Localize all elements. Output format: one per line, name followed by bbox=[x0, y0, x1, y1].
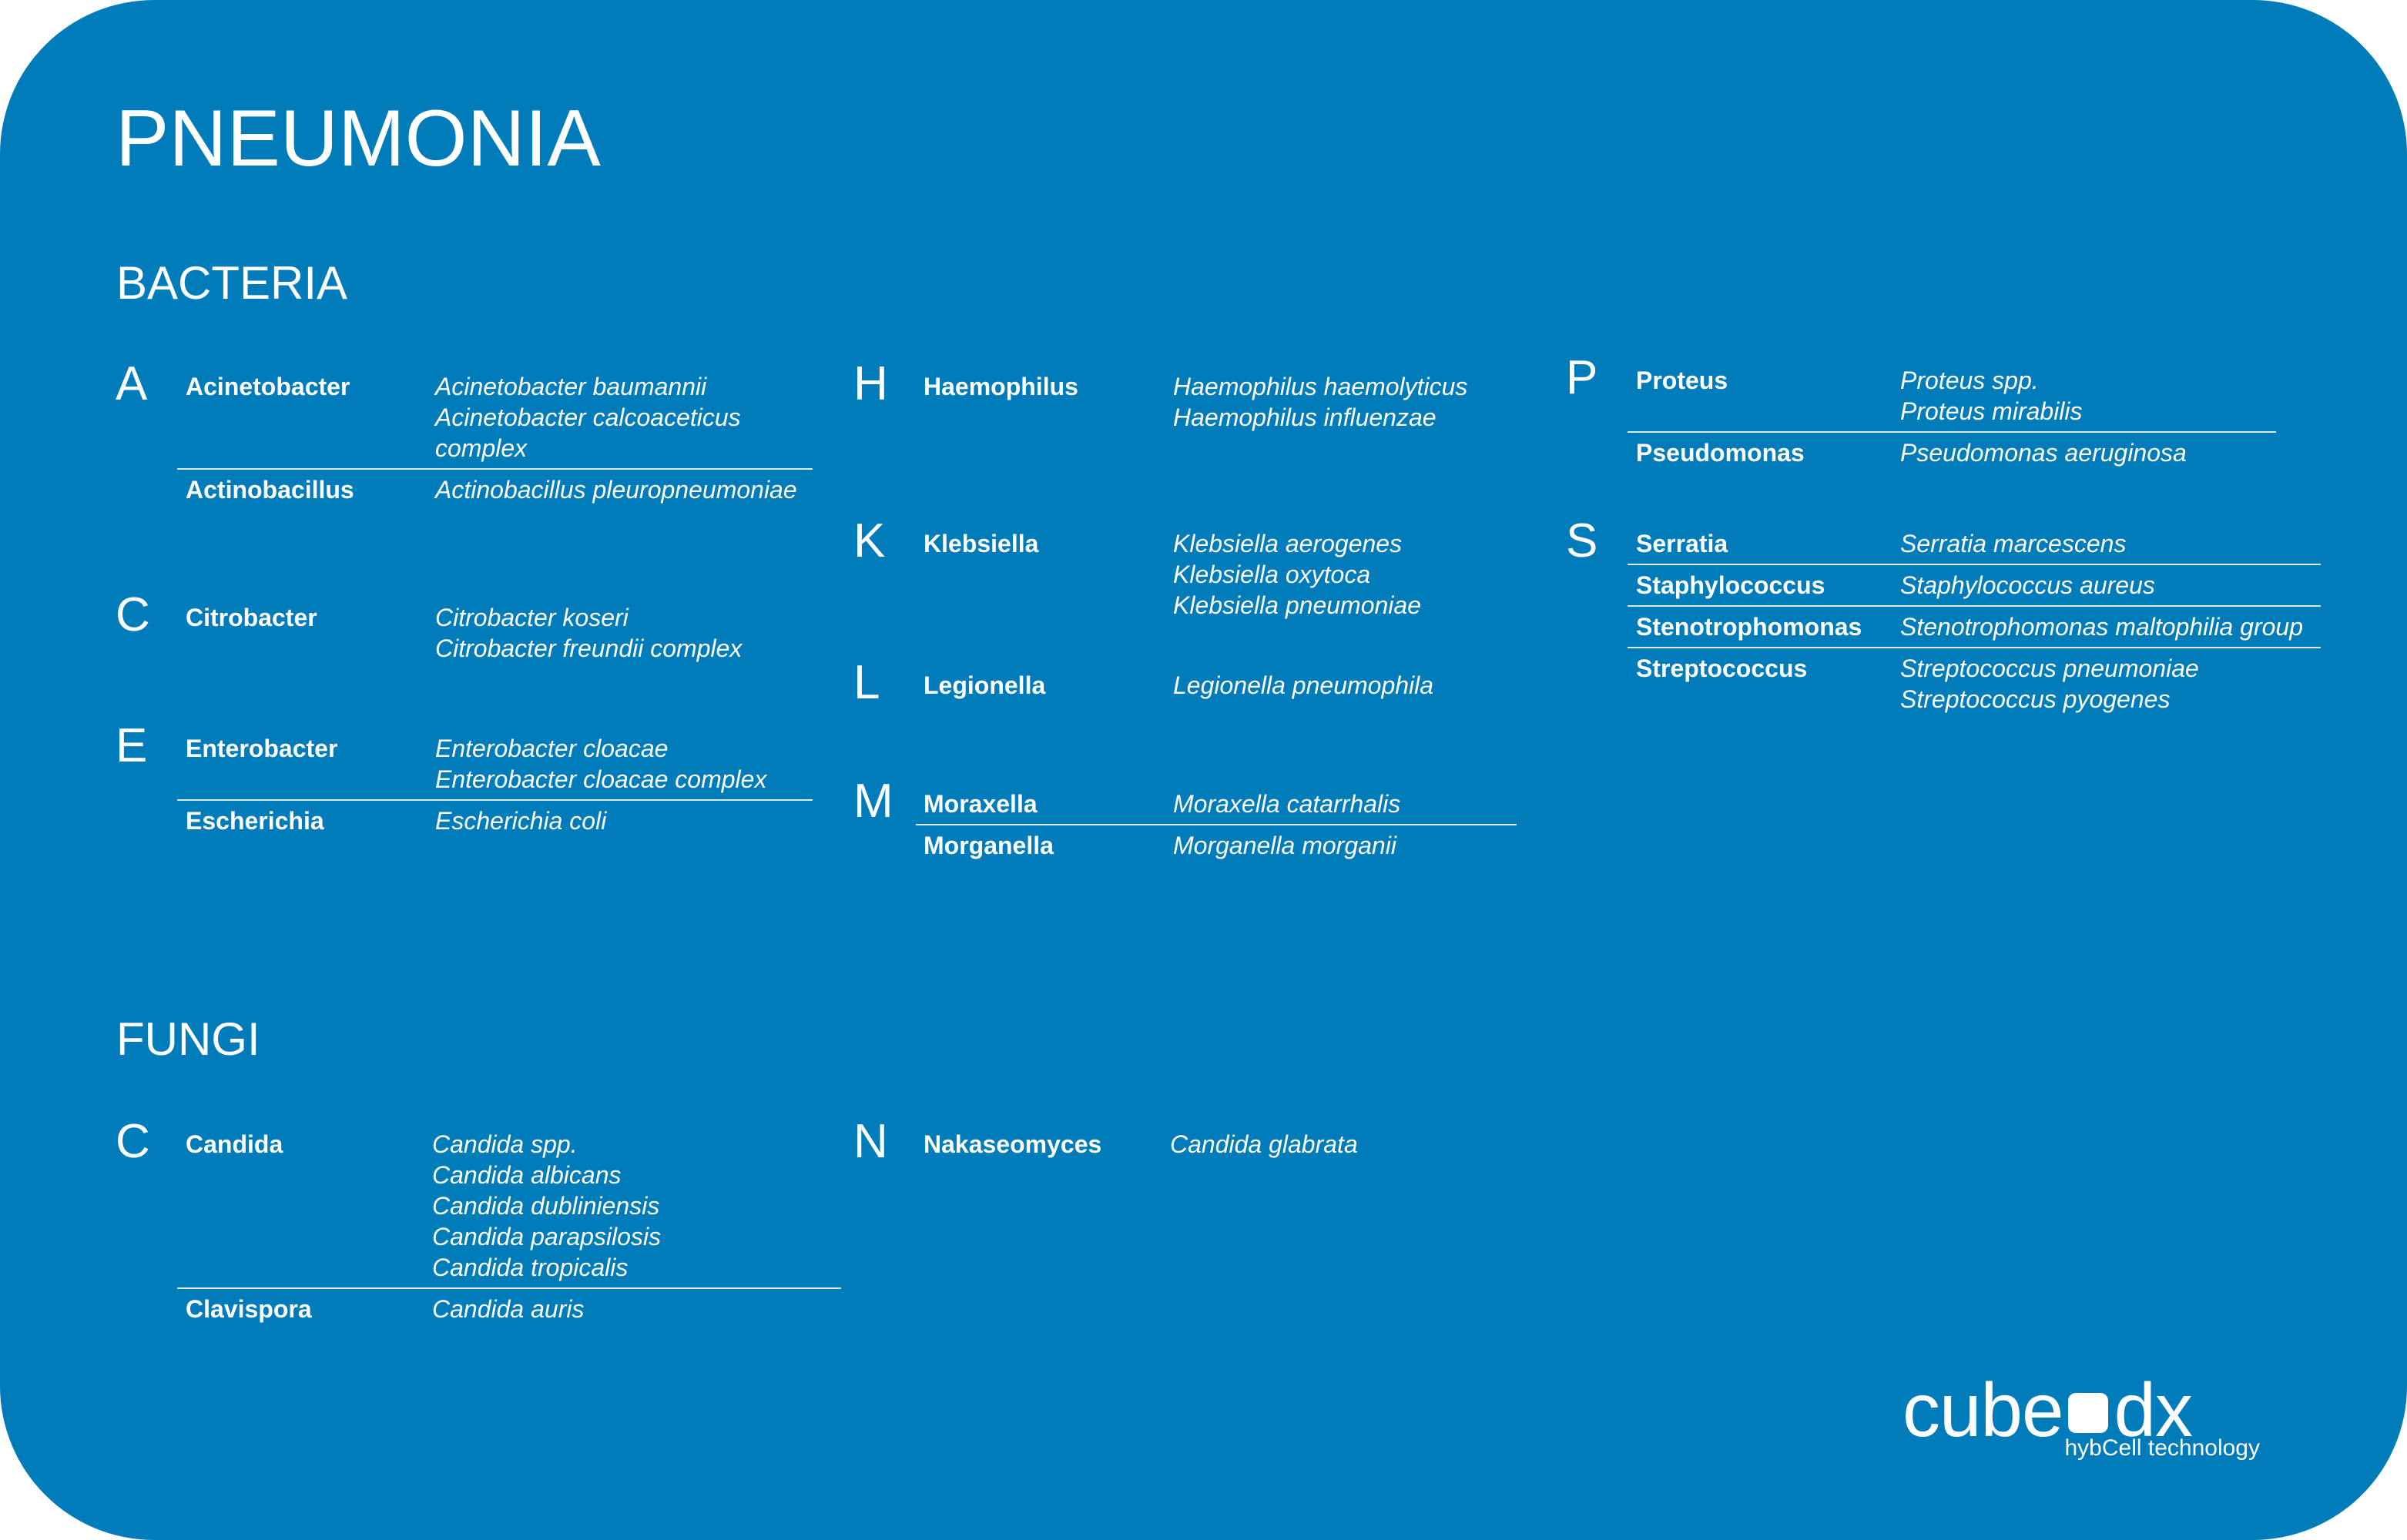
row-divider bbox=[916, 824, 1517, 825]
species-list bbox=[435, 602, 742, 664]
genus-name: Proteus bbox=[1636, 367, 1728, 394]
species-list bbox=[1900, 365, 2083, 427]
species-list bbox=[435, 474, 797, 505]
index-letter-bacteria-a: A bbox=[116, 357, 148, 410]
row-divider bbox=[177, 799, 813, 801]
species-name: Citrobacter freundii complex bbox=[435, 634, 743, 662]
section-heading-fungi: FUNGI bbox=[116, 1013, 260, 1065]
genus-name: Staphylococcus bbox=[1636, 571, 1825, 599]
species-name: Acinetobacter baumannii bbox=[435, 373, 707, 400]
row-divider bbox=[1628, 431, 2276, 433]
index-letter-bacteria-e: E bbox=[116, 719, 148, 772]
species-name: Candida glabrata bbox=[1170, 1130, 1358, 1158]
genus-name: Pseudomonas bbox=[1636, 439, 1805, 467]
species-name: Candida spp. bbox=[432, 1130, 578, 1158]
species-name: Candida auris bbox=[432, 1295, 585, 1323]
species-name: Pseudomonas aeruginosa bbox=[1900, 439, 2187, 467]
genus-name: Streptococcus bbox=[1636, 654, 1808, 682]
row-divider bbox=[1628, 564, 2321, 565]
index-letter-bacteria-c: C bbox=[116, 588, 150, 641]
species-list bbox=[1173, 830, 1396, 861]
genus-name: Acinetobacter bbox=[186, 373, 350, 400]
species-name: Candida albicans bbox=[432, 1161, 622, 1189]
index-letter-bacteria-k: K bbox=[853, 514, 886, 567]
cubedx-logo bbox=[1902, 1368, 2260, 1465]
species-name: Haemophilus haemolyticus bbox=[1173, 373, 1468, 400]
species-name: Klebsiella aerogenes bbox=[1173, 530, 1403, 557]
index-letter-bacteria-s: S bbox=[1566, 514, 1598, 567]
index-letter-bacteria-p: P bbox=[1566, 351, 1598, 404]
genus-name: Nakaseomyces bbox=[924, 1130, 1102, 1158]
genus-name: Morganella bbox=[924, 832, 1054, 859]
species-name: Enterobacter cloacae bbox=[435, 735, 669, 762]
species-name: Proteus mirabilis bbox=[1900, 397, 2083, 425]
index-letter-bacteria-h: H bbox=[853, 357, 888, 410]
row-divider bbox=[177, 468, 813, 470]
logo-tagline: hybCell technology bbox=[2064, 1435, 2260, 1461]
row-divider bbox=[177, 1287, 841, 1289]
species-name: Escherichia coli bbox=[435, 807, 607, 835]
species-list bbox=[1173, 788, 1400, 819]
species-name: Enterobacter cloacae complex bbox=[435, 765, 767, 793]
species-list bbox=[432, 1294, 584, 1324]
species-name: Staphylococcus aureus bbox=[1900, 571, 2155, 599]
species-name: Moraxella catarrhalis bbox=[1173, 790, 1401, 818]
logo-square-icon bbox=[2068, 1393, 2108, 1433]
species-list bbox=[1900, 528, 2126, 559]
species-name: Candida dubliniensis bbox=[432, 1192, 660, 1220]
index-letter-bacteria-m: M bbox=[853, 775, 893, 828]
index-letter-bacteria-l: L bbox=[853, 656, 880, 709]
page-title: PNEUMONIA bbox=[116, 94, 601, 183]
species-list bbox=[1900, 437, 2187, 468]
genus-name: Stenotrophomonas bbox=[1636, 613, 1862, 641]
species-name: Legionella pneumophila bbox=[1173, 671, 1434, 699]
species-name: Stenotrophomonas maltophilia group bbox=[1900, 613, 2303, 641]
species-list bbox=[1900, 570, 2155, 601]
species-name: Acinetobacter calcoaceticus bbox=[435, 403, 741, 431]
species-name: Streptococcus pyogenes bbox=[1900, 685, 2171, 713]
genus-name: Klebsiella bbox=[924, 530, 1039, 557]
section-heading-bacteria: BACTERIA bbox=[116, 257, 348, 309]
genus-name: Candida bbox=[186, 1130, 283, 1158]
species-name: Candida tropicalis bbox=[432, 1254, 629, 1281]
genus-name: Legionella bbox=[924, 671, 1046, 699]
species-list bbox=[1173, 670, 1433, 701]
logo-word-left: cube bbox=[1902, 1368, 2063, 1452]
genus-name: Citrobacter bbox=[186, 604, 317, 631]
species-name: Haemophilus influenzae bbox=[1173, 403, 1436, 431]
index-letter-fungi-n: N bbox=[853, 1115, 888, 1168]
species-list bbox=[435, 371, 741, 464]
species-list bbox=[1900, 653, 2199, 715]
genus-name: Clavispora bbox=[186, 1295, 312, 1323]
species-list bbox=[1173, 528, 1421, 621]
species-name: Morganella morganii bbox=[1173, 832, 1396, 859]
species-list bbox=[1170, 1129, 1358, 1160]
row-divider bbox=[1628, 605, 2321, 607]
genus-name: Escherichia bbox=[186, 807, 324, 835]
genus-name: Enterobacter bbox=[186, 735, 338, 762]
species-name: Actinobacillus pleuropneumoniae bbox=[435, 476, 797, 504]
species-list bbox=[435, 733, 766, 795]
logo-word-right: dx bbox=[2114, 1368, 2193, 1452]
genus-name: Serratia bbox=[1636, 530, 1728, 557]
index-letter-fungi-c: C bbox=[116, 1115, 150, 1168]
species-name: Citrobacter koseri bbox=[435, 604, 629, 631]
species-name: Proteus spp. bbox=[1900, 367, 2039, 394]
species-list bbox=[1173, 371, 1467, 433]
species-list bbox=[1900, 611, 2303, 642]
genus-name: Haemophilus bbox=[924, 373, 1078, 400]
species-name: Serratia marcescens bbox=[1900, 530, 2127, 557]
species-name: Candida parapsilosis bbox=[432, 1223, 662, 1250]
species-name: Streptococcus pneumoniae bbox=[1900, 654, 2199, 682]
species-name: Klebsiella pneumoniae bbox=[1173, 591, 1421, 619]
species-list bbox=[432, 1129, 661, 1283]
genus-name: Actinobacillus bbox=[186, 476, 354, 504]
genus-name: Moraxella bbox=[924, 790, 1038, 818]
species-name: complex bbox=[435, 434, 528, 462]
species-name: Klebsiella oxytoca bbox=[1173, 561, 1371, 588]
row-divider bbox=[1628, 647, 2321, 648]
species-list bbox=[435, 805, 606, 836]
